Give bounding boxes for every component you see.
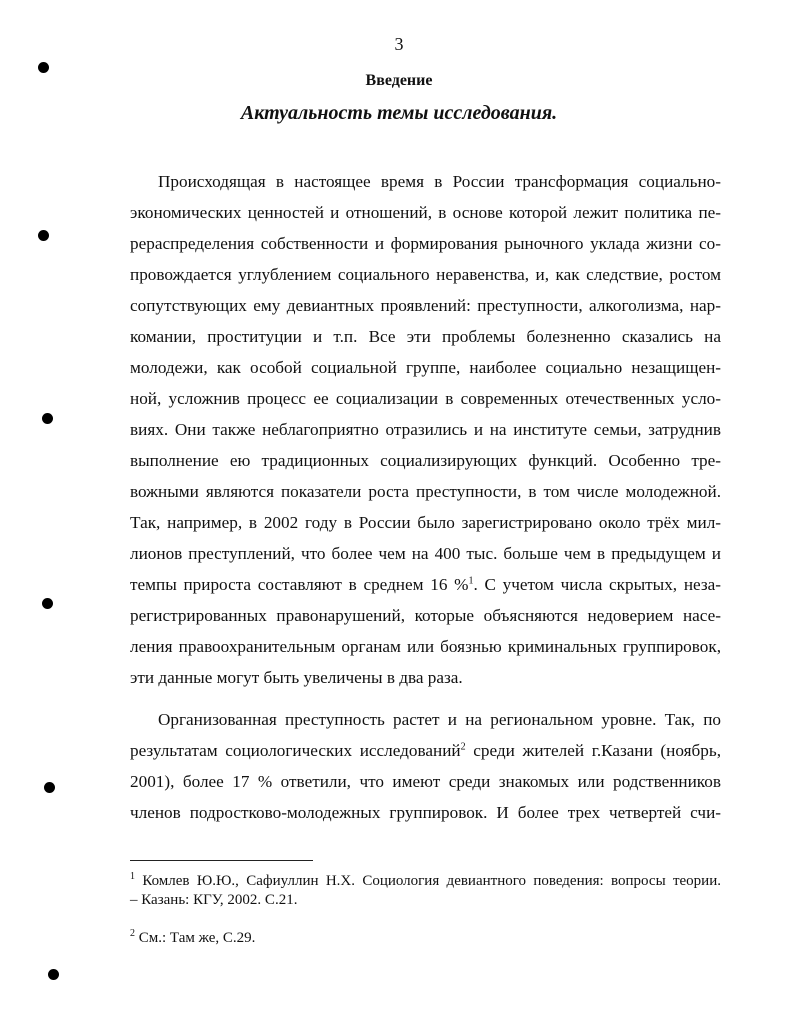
paragraph-line: лионов преступлений, что более чем на 400 тыс. больше чем в предыдущем и [130,544,721,563]
page-number: 3 [394,34,404,54]
binder-hole-mark [42,598,53,609]
paragraph-line: рераспределения собственности и формирования рыночного уклада жизни со- [130,234,721,253]
binder-hole-mark [42,413,53,424]
paragraph-line: регистрированных правонарушений, которые объясняются недоверием насе- [130,606,721,625]
binder-hole-mark [48,969,59,980]
binder-hole-mark [38,62,49,73]
line-text: среди жителей г.Казани (ноябрь, [465,741,721,760]
paragraph-line: виях. Они также неблагоприятно отразились и на институте семьи, затруднив [130,420,721,439]
paragraph-line: сопутствующих ему девиантных проявлений: преступности, алкоголизма, нар- [130,296,721,315]
paragraph-line: выполнение ею традиционных социализирующих функций. Особенно тре- [130,451,721,470]
section-subheading: Актуальность темы исследования. [240,102,558,124]
paragraph-line: вожными являются показатели роста преступности, в том числе молодежной. [130,482,721,501]
section-heading: Введение [365,72,433,89]
footnote-ref-1[interactable]: 1 [468,575,474,587]
paragraph-line [130,575,721,595]
paragraph-line: Происходящая в настоящее время в России трансформация социально- [158,172,721,191]
footnote-1-continuation: – Казань: КГУ, 2002. С.21. [130,892,298,908]
footnote-mark: 2 [130,928,135,939]
paragraph-line: членов подростково-молодежных группировок. И более трех четвертей счи- [130,803,721,822]
footnote-text: Комлев Ю.Ю., Сафиуллин Н.Х. Социология девиантного поведения: вопросы теории. [135,873,721,889]
paragraph-line: ной, усложнив процесс ее социализации в современных отечественных усло- [130,389,721,408]
footnote-text: См.: Там же, С.29. [135,930,256,946]
paragraph-line: эти данные могут быть увеличены в два раза. [130,668,463,687]
footnote-2 [130,929,721,947]
footnote-ref-2[interactable]: 2 [460,741,466,753]
binder-hole-mark [44,782,55,793]
paragraph-line: ления правоохранительным органам или боязнью криминальных группировок, [130,637,721,656]
paragraph-line: Так, например, в 2002 году в России было зарегистрировано около трёх мил- [130,513,721,532]
paragraph-line: комании, проституции и т.п. Все эти проблемы болезненно сказались на [130,327,721,346]
paragraph-line [130,741,721,761]
footnote-1 [130,872,721,890]
paragraph-line: экономических ценностей и отношений, в основе которой лежит политика пе- [130,203,721,222]
paragraph-line: провождается углублением социального неравенства, и, как следствие, ростом [130,265,721,284]
footnote-divider [130,860,313,861]
paragraph-line: 2001), более 17 % ответили, что имеют среди знакомых или родственников [130,772,721,791]
binder-hole-mark [38,230,49,241]
footnote-mark: 1 [130,871,135,882]
line-text: результатам социологических исследований [130,741,461,760]
paragraph-line: Организованная преступность растет и на региональном уровне. Так, по [158,710,721,729]
line-text: . С учетом числа скрытых, неза- [473,575,721,594]
line-text: темпы прироста составляют в среднем 16 % [130,575,469,594]
paragraph-line: молодежи, как особой социальной группе, наиболее социально незащищен- [130,358,721,377]
